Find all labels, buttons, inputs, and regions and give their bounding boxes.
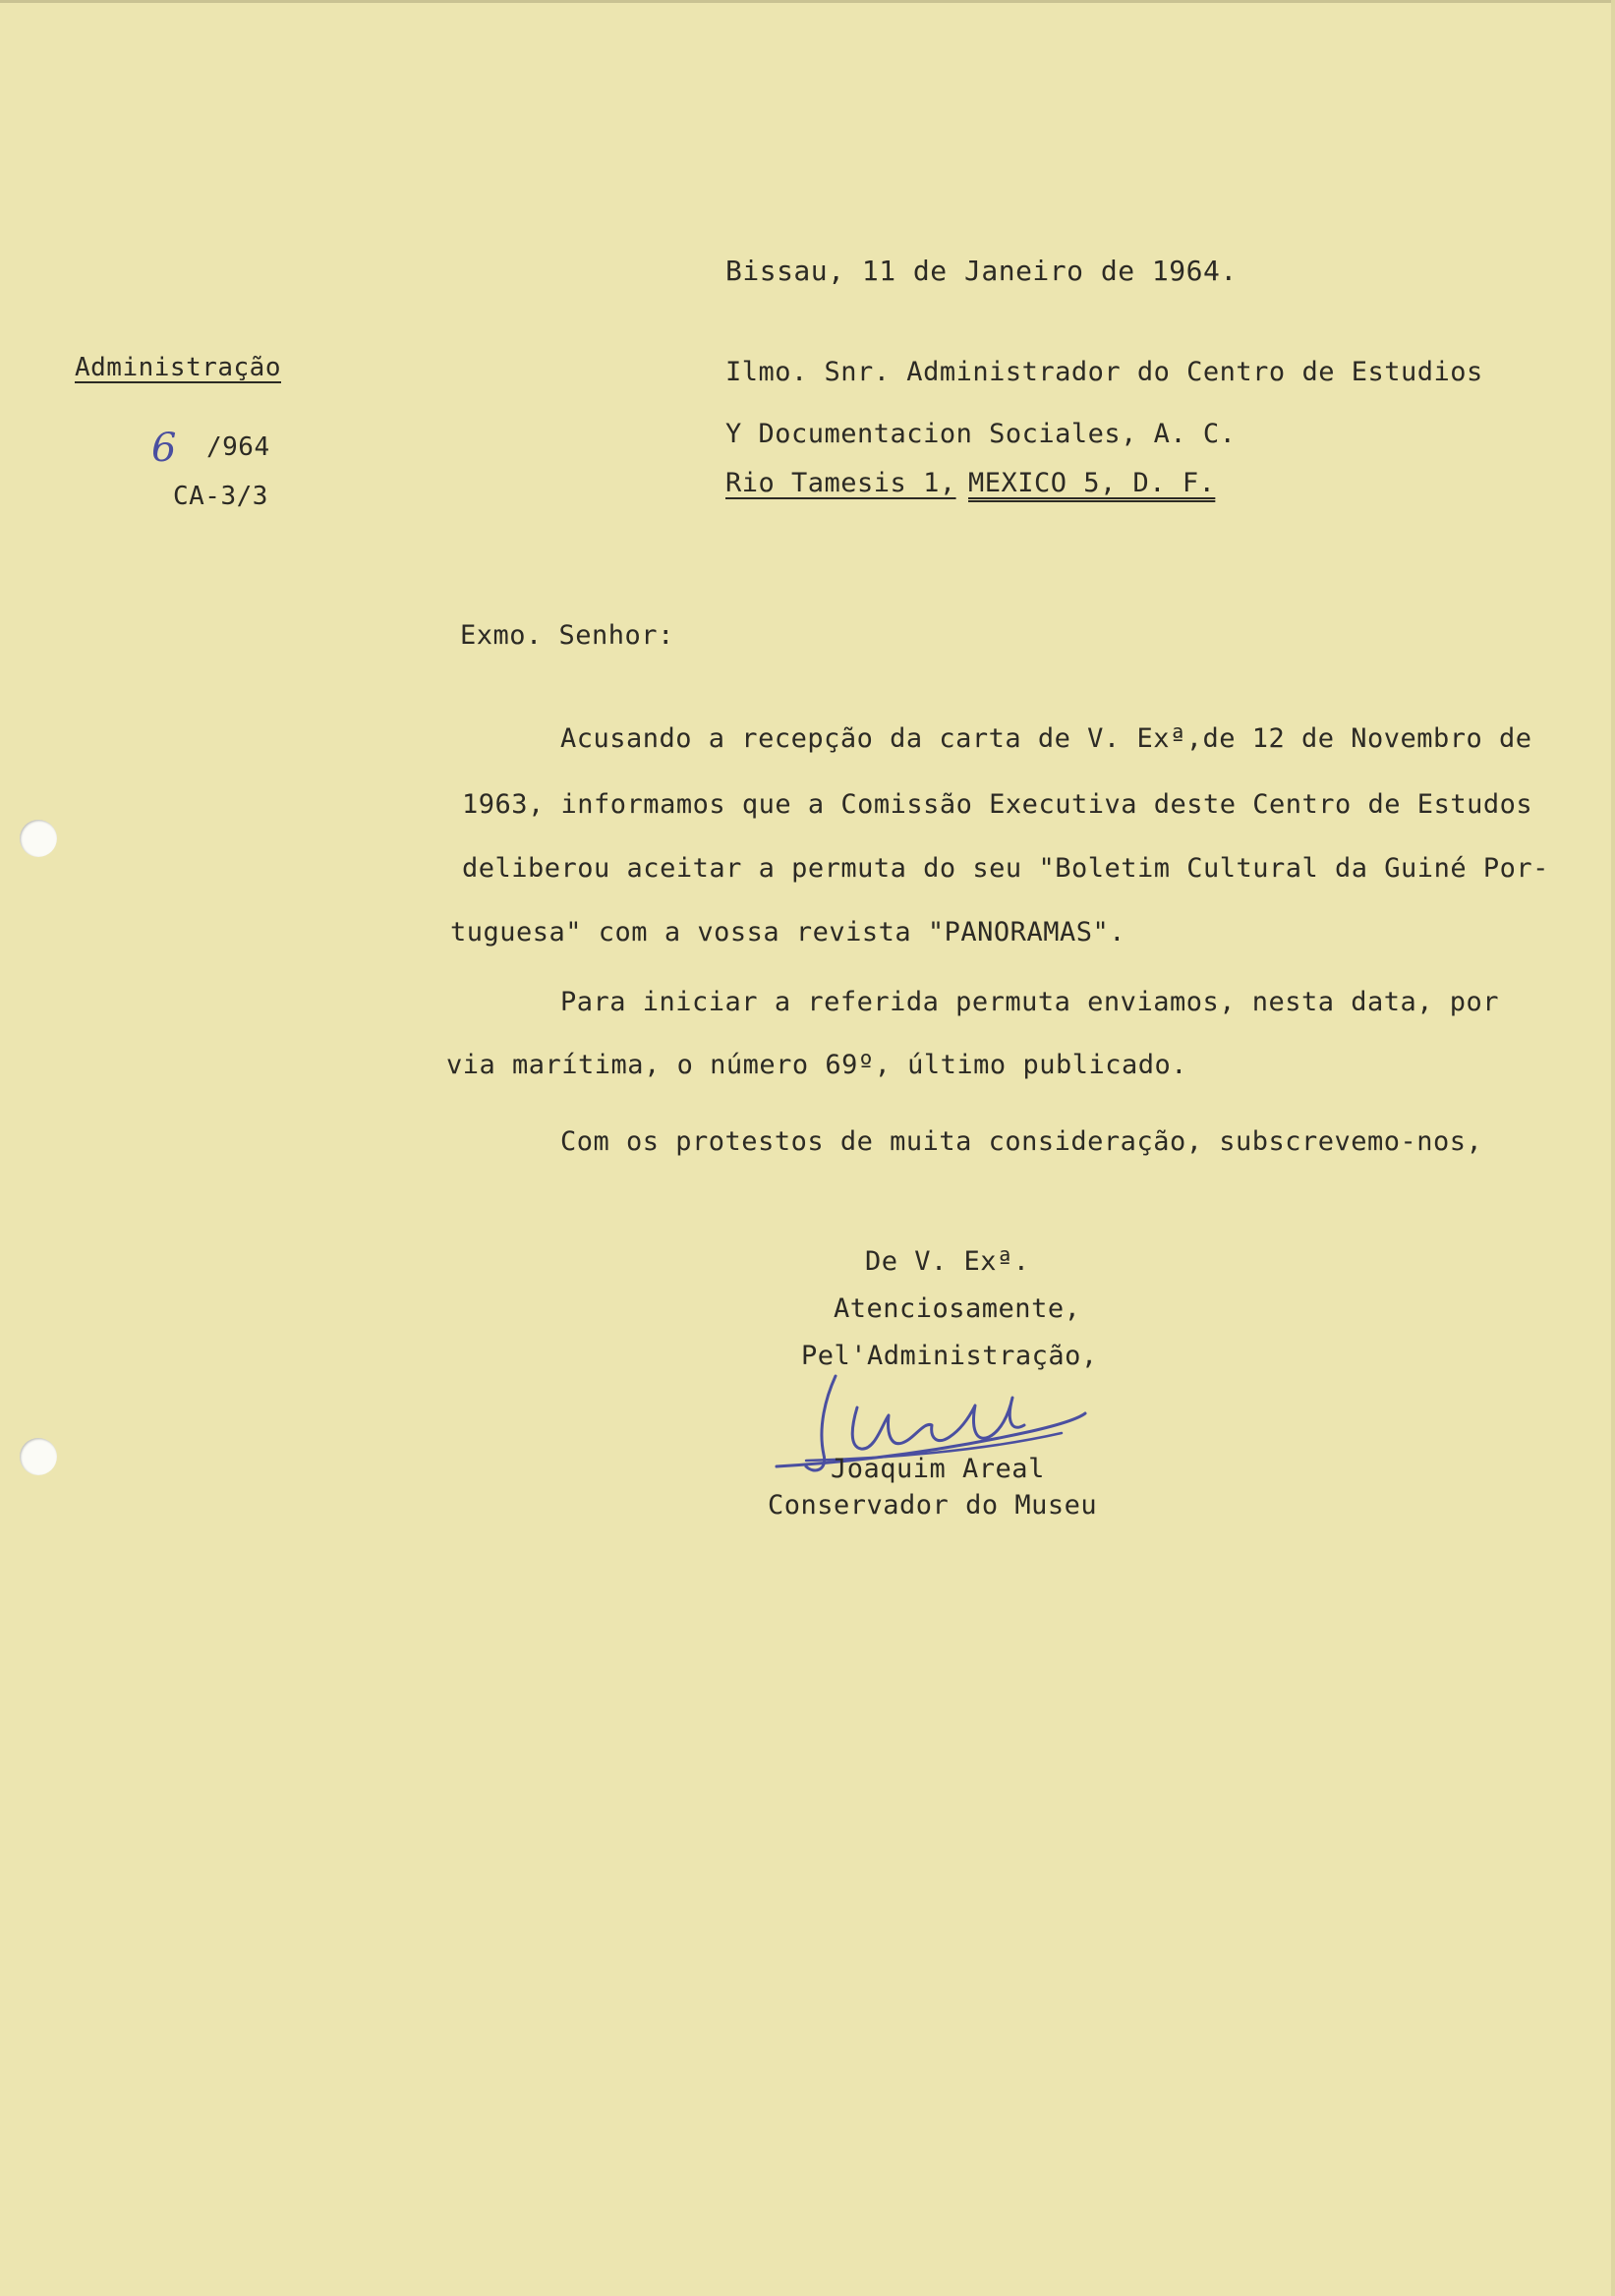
department-heading: Administração — [75, 353, 281, 382]
handwritten-reference-number: 6 — [151, 426, 177, 471]
paper-right-edge — [1611, 0, 1615, 2296]
reference-year: /964 — [206, 432, 270, 462]
closing-line-1: De V. Exª. — [865, 1246, 1030, 1277]
punch-hole-top — [20, 820, 57, 857]
body-p3: Com os protestos de muita consideração, subscrevemo-nos, — [560, 1126, 1483, 1157]
signatory-title: Conservador do Museu — [768, 1490, 1098, 1521]
body-p1-line-3: deliberou aceitar a permuta do seu "Boletim Cultural da Guiné Por- — [462, 853, 1549, 884]
recipient-line-1: Ilmo. Snr. Administrador do Centro de Estudios — [725, 357, 1483, 387]
punch-hole-bottom — [20, 1438, 57, 1475]
dateline: Bissau, 11 de Janeiro de 1964. — [725, 255, 1238, 287]
recipient-line-2: Y Documentacion Sociales, A. C. — [725, 419, 1237, 449]
salutation: Exmo. Senhor: — [460, 620, 674, 651]
recipient-street: Rio Tamesis 1, — [725, 468, 956, 498]
body-p1-line-2: 1963, informamos que a Comissão Executiva deste Centro de Estudos — [462, 789, 1533, 820]
signatory-name: Joaquim Areal — [831, 1454, 1045, 1484]
recipient-city: MEXICO 5, D. F. — [968, 468, 1216, 498]
body-p2-line-2: via marítima, o número 69º, último publicado. — [446, 1050, 1187, 1080]
paper-top-edge — [0, 0, 1615, 3]
closing-line-2: Atenciosamente, — [834, 1293, 1081, 1324]
body-p1-line-4: tuguesa" com a vossa revista "PANORAMAS". — [450, 917, 1125, 947]
body-p1-line-1: Acusando a recepção da carta de V. Exª,de 12 de Novembro de — [560, 723, 1532, 754]
reference-code: CA-3/3 — [173, 482, 268, 511]
body-p2-line-1: Para iniciar a referida permuta enviamos, nesta data, por — [560, 987, 1500, 1017]
closing-line-3: Pel'Administração, — [801, 1341, 1098, 1371]
